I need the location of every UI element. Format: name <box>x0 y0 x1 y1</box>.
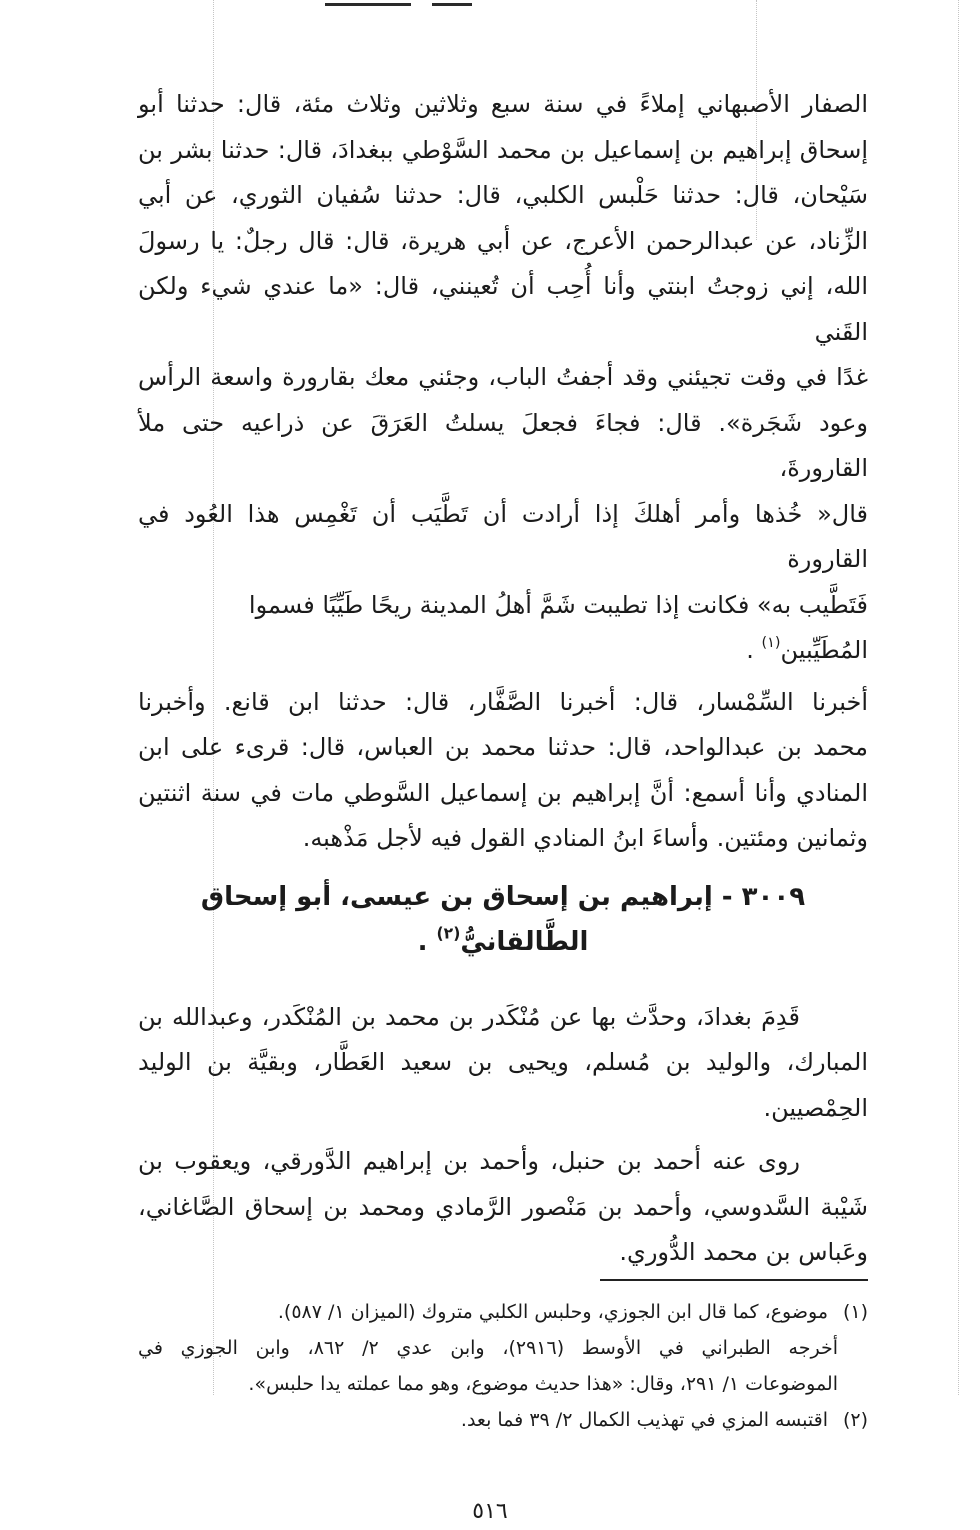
scan-edge-mark <box>432 3 472 6</box>
text-line: الله، إني زوجتُ ابنتي وأنا أُحِب أن تُعينني، قال: «ما عندي شيء ولكن القَني <box>138 272 868 346</box>
footnote-text: اقتبسه المزي في تهذيب الكمال ٢/ ٣٩ فما بعد. <box>460 1408 828 1431</box>
text-line: المبارك، والوليد بن مُسلم، ويحيى بن سعيد العَطَّار، وبقيَّة بن الوليد <box>138 1048 868 1076</box>
text-line-content: فَتَطَّيب به» فكانت إذا تطيبت شَمَّ أهلُ المدينة ريحًا طَيِّبًا فسموا المُطَيِّبين <box>248 590 868 664</box>
footnote-reference: (٢) <box>436 923 461 942</box>
text-line: الصفار الأصبهاني إملاءً في سنة سبع وثلاثين وثلاث مئة، قال: حدثنا أبو <box>138 90 868 118</box>
text-line: إسحاق إبراهيم بن إسماعيل بن محمد السَّوْطي ببغدادَ، قال: حدثنا بشر بن <box>138 135 868 164</box>
text-line <box>138 583 868 674</box>
footnote-line <box>138 1294 868 1330</box>
text-line: غدًا في وقت تجيئني وقد أجفتُ الباب، وجئني معك بقارورة واسعة الرأس <box>138 363 868 391</box>
text-line: روى عنه أحمد بن حنبل، وأحمد بن إبراهيم الدَّورقي، ويعقوب بن <box>138 1147 800 1175</box>
footnote-marker: (١) <box>842 1300 868 1323</box>
footnote-line <box>138 1402 868 1438</box>
footnote-line: الموضوعات ١/ ٢٩١، وقال: «هذا حديث موضوع، وهو مما عملته يدا حلبس». <box>248 1372 838 1395</box>
page-number: ٥١٦ <box>472 1498 508 1524</box>
text-line: المنادي وأنا أسمع: أنَّ إبراهيم بن إسماعيل السَّوطي مات في سنة اثنتين <box>138 778 868 807</box>
text-line: محمد بن عبدالواحد، قال: حدثنا محمد بن العباس، قال: قرىء على ابن <box>138 733 868 761</box>
line-end-punctuation: . <box>417 926 428 957</box>
text-line: وعود شَجَرة». قال: فجاءَ فجعلَ يسلتُ العَرَقَ عن ذراعيه حتى ملأ القارورةَ، <box>138 408 868 482</box>
entry-heading <box>138 875 868 965</box>
text-line: وعَباس بن محمد الدُّوري. <box>619 1238 868 1266</box>
footnote-reference: (١) <box>761 635 781 652</box>
paragraph <box>138 1139 868 1276</box>
scan-artifact-line <box>958 0 959 1395</box>
footnote-text: موضوع، كما قال ابن الجوزي، وحلبس الكلبي متروك (الميزان ١/ ٥٨٧). <box>277 1300 828 1323</box>
line-end-punctuation: . <box>746 636 754 664</box>
paragraph <box>138 82 868 674</box>
text-line: قال« خُذها وأمر أهلكَ إذا أرادت أن تَطَّيَب أن تَغْمِس هذا العُود في القارورة <box>138 499 868 573</box>
text-line: سَيْحان، قال: حدثنا حَلْبس الكلبي، قال: حدثنا سُفيان الثوري، عن أبي <box>138 181 868 209</box>
scan-edge-mark <box>325 3 411 6</box>
footnotes <box>138 1294 868 1438</box>
entry-heading-text: ٣٠٠٩ - إبراهيم بن إسحاق بن عيسى، أبو إسحاق الطَّالقانيُّ <box>200 881 806 957</box>
footnote-marker: (٢) <box>842 1408 868 1431</box>
text-line: الزِّناد، عن عبدالرحمن الأعرج، عن أبي هريرة، قال: قال رجلٌ: يا رسولَ <box>138 226 868 255</box>
footnote-line: أخرجه الطبراني في الأوسط (٢٩١٦)، وابن عدي ٢/ ٨٦٢، وابن الجوزي في <box>138 1336 838 1359</box>
text-line: شَيْبة السَّدوسي، وأحمد بن مَنْصور الرَّمادي ومحمد بن إسحاق الصَّاغاني، <box>138 1192 868 1221</box>
paragraph <box>138 995 868 1132</box>
page-text-block <box>138 82 868 1530</box>
text-line: قَدِمَ بغدادَ، وحدَّث بها عن مُنْكَدر بن محمد بن المُنْكَدر، وعبدالله بن <box>138 1002 800 1031</box>
footnote-separator <box>600 1279 868 1281</box>
paragraph <box>138 680 868 862</box>
text-line: أخبرنا السِّمْسار، قال: أخبرنا الصَّفَّار، قال: حدثنا ابن قانع. وأخبرنا <box>138 687 868 716</box>
text-line: الحِمْصيين. <box>763 1093 868 1122</box>
text-line: وثمانين ومئتين. وأساءَ ابنُ المنادي القول فيه لأجل مَذْهبه. <box>302 824 868 852</box>
